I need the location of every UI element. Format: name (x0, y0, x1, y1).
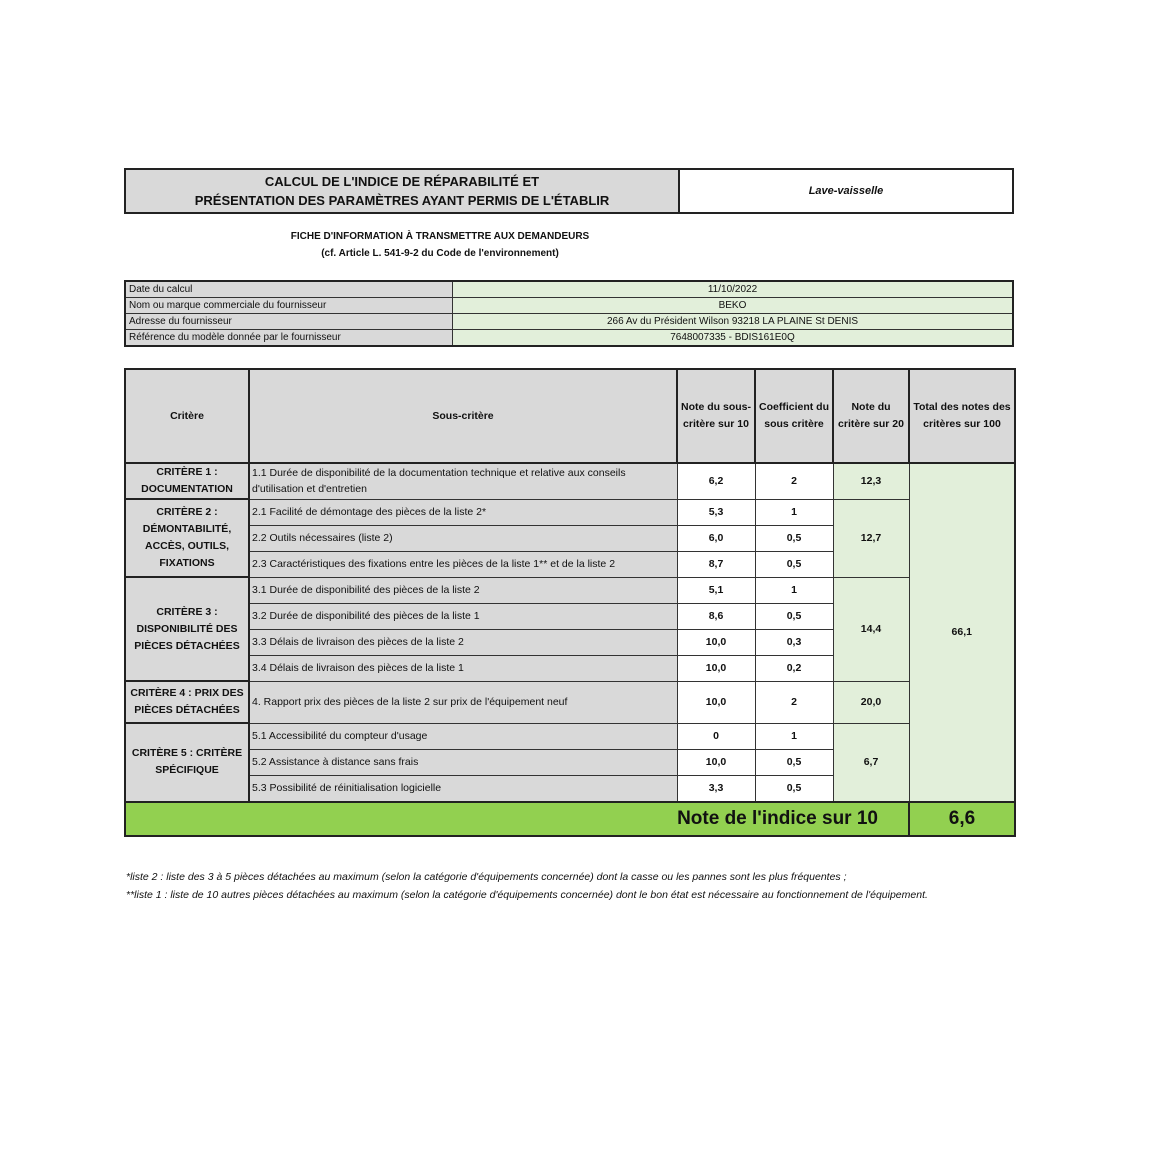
subcriterion-label: 4. Rapport prix des pièces de la liste 2 sur prix de l'équipement neuf (249, 681, 677, 723)
info-value: BEKO (453, 298, 1014, 314)
subcriterion-label: 3.2 Durée de disponibilité des pièces de la liste 1 (249, 603, 677, 629)
subcriterion-label: 2.3 Caractéristiques des fixations entre les pièces de la liste 1** et de la liste 2 (249, 551, 677, 577)
table-row (125, 723, 1015, 749)
subcriterion-label: 2.1 Facilité de démontage des pièces de la liste 2* (249, 499, 677, 525)
subcriterion-coef: 0,5 (755, 551, 833, 577)
title-line-2: PRÉSENTATION DES PARAMÈTRES AYANT PERMIS DE L'ÉTABLIR (194, 193, 610, 208)
subcriterion-label: 2.2 Outils nécessaires (liste 2) (249, 525, 677, 551)
subcriterion-coef: 0,5 (755, 749, 833, 775)
criterion-5-score: 6,7 (833, 723, 909, 802)
criterion-4-score: 20,0 (833, 681, 909, 723)
info-row (125, 281, 1013, 298)
criterion-3-score: 14,4 (833, 577, 909, 681)
table-row (125, 463, 1015, 499)
subcriterion-note: 8,7 (677, 551, 755, 577)
subcriterion-coef: 1 (755, 499, 833, 525)
subcriterion-note: 0 (677, 723, 755, 749)
subcriterion-note: 3,3 (677, 775, 755, 802)
repairability-table (124, 368, 1016, 837)
subcriterion-coef: 0,5 (755, 525, 833, 551)
subcriterion-label: 3.1 Durée de disponibilité des pièces de la liste 2 (249, 577, 677, 603)
info-value: 266 Av du Président Wilson 93218 LA PLAINE St DENIS (453, 314, 1014, 330)
info-value: 11/10/2022 (453, 281, 1014, 298)
footnotes (126, 868, 1006, 904)
subcriterion-note: 10,0 (677, 655, 755, 681)
subtitle-line-1: FICHE D'INFORMATION À TRANSMETTRE AUX DEMANDEURS (290, 231, 590, 242)
info-label: Adresse du fournisseur (125, 314, 453, 330)
criterion-3-label: CRITÈRE 3 : DISPONIBILITÉ DES PIÈCES DÉTACHÉES (125, 577, 249, 681)
subcriterion-note: 10,0 (677, 681, 755, 723)
subcriterion-coef: 1 (755, 723, 833, 749)
subcriterion-label: 3.4 Délais de livraison des pièces de la liste 1 (249, 655, 677, 681)
criterion-2-label: CRITÈRE 2 : DÉMONTABILITÉ, ACCÈS, OUTILS, FIXATIONS (125, 499, 249, 577)
criterion-1-label: CRITÈRE 1 : DOCUMENTATION (125, 463, 249, 499)
subcriterion-note: 10,0 (677, 629, 755, 655)
table-header-row (125, 369, 1015, 463)
table-row (125, 681, 1015, 723)
info-row (125, 330, 1013, 347)
subcriterion-coef: 0,5 (755, 603, 833, 629)
total-score-100: 66,1 (909, 463, 1015, 802)
subcriterion-label: 3.3 Délais de livraison des pièces de la liste 2 (249, 629, 677, 655)
info-row (125, 298, 1013, 314)
footnote-liste-2: *liste 2 : liste des 3 à 5 pièces détachées au maximum (selon la catégorie d'équipements concernée) dont la casse ou les pannes sont les plus fréquentes ; (126, 871, 847, 883)
header-note-sous-critere: Note du sous-critère sur 10 (677, 369, 755, 463)
header-note-critere: Note du critère sur 20 (833, 369, 909, 463)
subcriterion-coef: 2 (755, 681, 833, 723)
info-label: Date du calcul (125, 281, 453, 298)
subcriterion-note: 6,2 (677, 463, 755, 499)
table-row (125, 499, 1015, 525)
header-total: Total des notes des critères sur 100 (909, 369, 1015, 463)
subcriterion-label: 1.1 Durée de disponibilité de la documentation technique et relative aux conseils d'utilisation et d'entretien (249, 463, 677, 499)
criterion-1-score: 12,3 (833, 463, 909, 499)
header-coefficient: Coefficient du sous critère (755, 369, 833, 463)
info-label: Nom ou marque commerciale du fournisseur (125, 298, 453, 314)
product-type: Lave-vaisselle (808, 185, 884, 197)
info-row (125, 314, 1013, 330)
final-score-row (125, 802, 1015, 836)
supplier-info-table (124, 280, 1014, 347)
subcriterion-note: 6,0 (677, 525, 755, 551)
subcriterion-note: 8,6 (677, 603, 755, 629)
sheet-title (126, 170, 680, 212)
subcriterion-label: 5.3 Possibilité de réinitialisation logicielle (249, 775, 677, 802)
subcriterion-coef: 0,5 (755, 775, 833, 802)
subcriterion-coef: 2 (755, 463, 833, 499)
criterion-4-label: CRITÈRE 4 : PRIX DES PIÈCES DÉTACHÉES (125, 681, 249, 723)
subcriterion-label: 5.2 Assistance à distance sans frais (249, 749, 677, 775)
subcriterion-coef: 0,3 (755, 629, 833, 655)
header-sous-critere: Sous-critère (249, 369, 677, 463)
title-line-1: CALCUL DE L'INDICE DE RÉPARABILITÉ ET (264, 174, 540, 189)
final-score-value: 6,6 (909, 802, 1015, 836)
criterion-5-label: CRITÈRE 5 : CRITÈRE SPÉCIFIQUE (125, 723, 249, 802)
table-row (125, 577, 1015, 603)
sheet-header (124, 168, 1014, 214)
subcriterion-coef: 0,2 (755, 655, 833, 681)
subtitle-line-2: (cf. Article L. 541-9-2 du Code de l'environnement) (321, 248, 559, 259)
criterion-2-score: 12,7 (833, 499, 909, 577)
info-label: Référence du modèle donnée par le fournisseur (125, 330, 453, 347)
subcriterion-note: 5,1 (677, 577, 755, 603)
footnote-liste-1: **liste 1 : liste de 10 autres pièces détachées au maximum (selon la catégorie d'équipements concernée) dont le bon état est nécessaire au fonctionnement de l'équipement. (126, 889, 928, 901)
subcriterion-coef: 1 (755, 577, 833, 603)
subcriterion-label: 5.1 Accessibilité du compteur d'usage (249, 723, 677, 749)
header-critere: Critère (125, 369, 249, 463)
info-value: 7648007335 - BDIS161E0Q (453, 330, 1014, 347)
subcriterion-note: 10,0 (677, 749, 755, 775)
subcriterion-note: 5,3 (677, 499, 755, 525)
final-score-label: Note de l'indice sur 10 (125, 802, 909, 836)
